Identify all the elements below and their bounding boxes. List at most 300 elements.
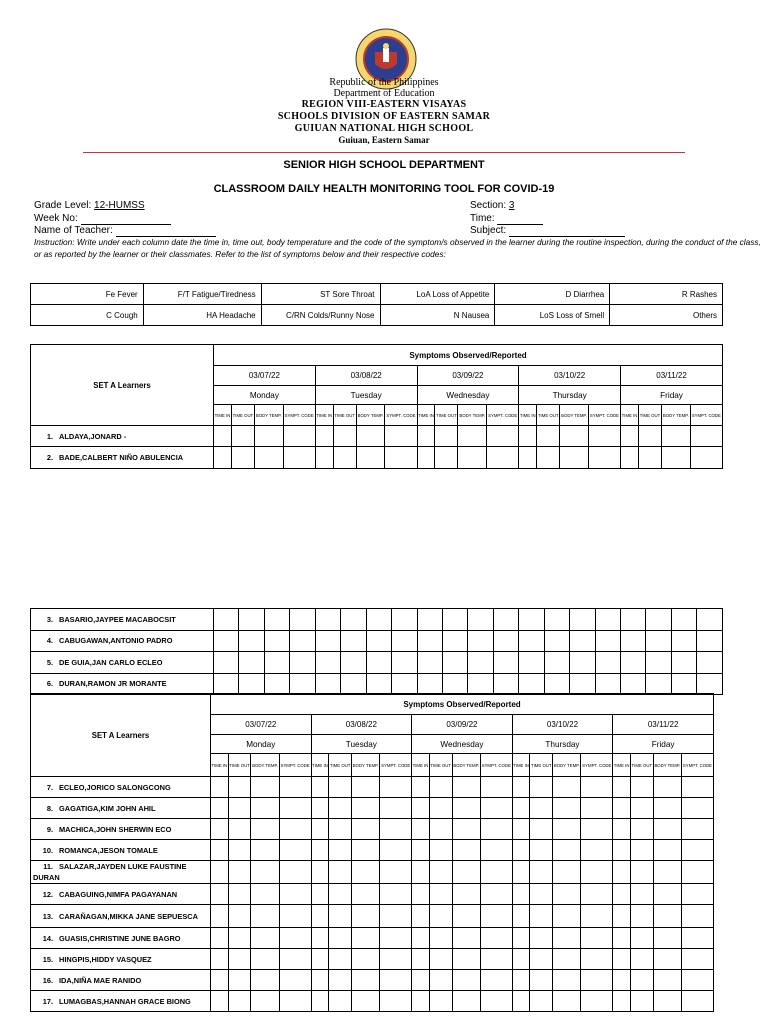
entry-cell[interactable] bbox=[380, 840, 412, 861]
entry-cell[interactable] bbox=[352, 819, 380, 840]
entry-cell[interactable] bbox=[228, 928, 251, 949]
entry-cell[interactable] bbox=[251, 819, 279, 840]
entry-cell[interactable] bbox=[429, 819, 452, 840]
entry-cell[interactable] bbox=[380, 905, 412, 928]
entry-cell[interactable] bbox=[653, 991, 681, 1012]
entry-cell[interactable] bbox=[412, 840, 430, 861]
entry-cell[interactable] bbox=[697, 673, 723, 695]
entry-cell[interactable] bbox=[581, 840, 613, 861]
entry-cell[interactable] bbox=[681, 798, 713, 819]
entry-cell[interactable] bbox=[530, 798, 553, 819]
entry-cell[interactable] bbox=[681, 861, 713, 884]
time-blank[interactable] bbox=[497, 214, 543, 225]
week-no-blank[interactable] bbox=[81, 214, 171, 225]
entry-cell[interactable] bbox=[653, 905, 681, 928]
entry-cell[interactable] bbox=[613, 840, 631, 861]
entry-cell[interactable] bbox=[380, 928, 412, 949]
entry-cell[interactable] bbox=[653, 970, 681, 991]
entry-cell[interactable] bbox=[512, 991, 530, 1012]
entry-cell[interactable] bbox=[512, 819, 530, 840]
entry-cell[interactable] bbox=[429, 840, 452, 861]
entry-cell[interactable] bbox=[493, 673, 518, 695]
entry-cell[interactable] bbox=[570, 630, 595, 652]
entry-cell[interactable] bbox=[653, 819, 681, 840]
entry-cell[interactable] bbox=[621, 609, 646, 631]
entry-cell[interactable] bbox=[519, 447, 537, 469]
entry-cell[interactable] bbox=[595, 630, 620, 652]
entry-cell[interactable] bbox=[429, 970, 452, 991]
entry-cell[interactable] bbox=[560, 447, 589, 469]
entry-cell[interactable] bbox=[341, 673, 366, 695]
entry-cell[interactable] bbox=[570, 609, 595, 631]
entry-cell[interactable] bbox=[452, 884, 480, 905]
entry-cell[interactable] bbox=[487, 426, 519, 447]
entry-cell[interactable] bbox=[329, 970, 352, 991]
entry-cell[interactable] bbox=[429, 928, 452, 949]
entry-cell[interactable] bbox=[385, 447, 417, 469]
entry-cell[interactable] bbox=[630, 777, 653, 798]
entry-cell[interactable] bbox=[646, 609, 671, 631]
entry-cell[interactable] bbox=[315, 630, 340, 652]
entry-cell[interactable] bbox=[630, 905, 653, 928]
entry-cell[interactable] bbox=[480, 777, 512, 798]
entry-cell[interactable] bbox=[380, 819, 412, 840]
entry-cell[interactable] bbox=[595, 609, 620, 631]
entry-cell[interactable] bbox=[352, 991, 380, 1012]
entry-cell[interactable] bbox=[553, 884, 581, 905]
entry-cell[interactable] bbox=[530, 970, 553, 991]
entry-cell[interactable] bbox=[341, 609, 366, 631]
entry-cell[interactable] bbox=[380, 884, 412, 905]
entry-cell[interactable] bbox=[385, 426, 417, 447]
entry-cell[interactable] bbox=[352, 798, 380, 819]
entry-cell[interactable] bbox=[417, 673, 442, 695]
entry-cell[interactable] bbox=[493, 652, 518, 674]
entry-cell[interactable] bbox=[211, 840, 229, 861]
entry-cell[interactable] bbox=[553, 991, 581, 1012]
entry-cell[interactable] bbox=[512, 884, 530, 905]
entry-cell[interactable] bbox=[671, 673, 696, 695]
entry-cell[interactable] bbox=[530, 884, 553, 905]
entry-cell[interactable] bbox=[352, 949, 380, 970]
entry-cell[interactable] bbox=[553, 905, 581, 928]
entry-cell[interactable] bbox=[239, 609, 264, 631]
entry-cell[interactable] bbox=[560, 426, 589, 447]
entry-cell[interactable] bbox=[341, 630, 366, 652]
entry-cell[interactable] bbox=[251, 798, 279, 819]
entry-cell[interactable] bbox=[429, 884, 452, 905]
entry-cell[interactable] bbox=[366, 652, 391, 674]
entry-cell[interactable] bbox=[329, 840, 352, 861]
entry-cell[interactable] bbox=[279, 798, 311, 819]
entry-cell[interactable] bbox=[231, 426, 254, 447]
entry-cell[interactable] bbox=[211, 861, 229, 884]
entry-cell[interactable] bbox=[452, 798, 480, 819]
entry-cell[interactable] bbox=[329, 949, 352, 970]
entry-cell[interactable] bbox=[512, 905, 530, 928]
entry-cell[interactable] bbox=[530, 949, 553, 970]
entry-cell[interactable] bbox=[458, 426, 487, 447]
entry-cell[interactable] bbox=[553, 777, 581, 798]
entry-cell[interactable] bbox=[329, 861, 352, 884]
entry-cell[interactable] bbox=[581, 861, 613, 884]
entry-cell[interactable] bbox=[512, 928, 530, 949]
entry-cell[interactable] bbox=[480, 970, 512, 991]
entry-cell[interactable] bbox=[412, 970, 430, 991]
entry-cell[interactable] bbox=[519, 609, 544, 631]
entry-cell[interactable] bbox=[228, 884, 251, 905]
entry-cell[interactable] bbox=[429, 777, 452, 798]
entry-cell[interactable] bbox=[283, 447, 315, 469]
entry-cell[interactable] bbox=[279, 884, 311, 905]
entry-cell[interactable] bbox=[214, 447, 232, 469]
entry-cell[interactable] bbox=[352, 777, 380, 798]
entry-cell[interactable] bbox=[530, 819, 553, 840]
entry-cell[interactable] bbox=[279, 819, 311, 840]
entry-cell[interactable] bbox=[452, 949, 480, 970]
entry-cell[interactable] bbox=[366, 609, 391, 631]
entry-cell[interactable] bbox=[231, 447, 254, 469]
entry-cell[interactable] bbox=[412, 777, 430, 798]
entry-cell[interactable] bbox=[452, 928, 480, 949]
entry-cell[interactable] bbox=[581, 884, 613, 905]
entry-cell[interactable] bbox=[352, 840, 380, 861]
entry-cell[interactable] bbox=[380, 949, 412, 970]
entry-cell[interactable] bbox=[480, 819, 512, 840]
entry-cell[interactable] bbox=[211, 884, 229, 905]
entry-cell[interactable] bbox=[681, 884, 713, 905]
entry-cell[interactable] bbox=[646, 673, 671, 695]
entry-cell[interactable] bbox=[458, 447, 487, 469]
entry-cell[interactable] bbox=[493, 630, 518, 652]
entry-cell[interactable] bbox=[681, 928, 713, 949]
entry-cell[interactable] bbox=[429, 798, 452, 819]
entry-cell[interactable] bbox=[588, 426, 620, 447]
entry-cell[interactable] bbox=[254, 426, 283, 447]
entry-cell[interactable] bbox=[228, 861, 251, 884]
entry-cell[interactable] bbox=[613, 905, 631, 928]
entry-cell[interactable] bbox=[429, 949, 452, 970]
entry-cell[interactable] bbox=[613, 991, 631, 1012]
entry-cell[interactable] bbox=[239, 652, 264, 674]
entry-cell[interactable] bbox=[442, 673, 467, 695]
entry-cell[interactable] bbox=[311, 777, 329, 798]
entry-cell[interactable] bbox=[553, 819, 581, 840]
entry-cell[interactable] bbox=[228, 777, 251, 798]
entry-cell[interactable] bbox=[311, 991, 329, 1012]
entry-cell[interactable] bbox=[417, 652, 442, 674]
entry-cell[interactable] bbox=[315, 652, 340, 674]
entry-cell[interactable] bbox=[613, 928, 631, 949]
entry-cell[interactable] bbox=[595, 652, 620, 674]
entry-cell[interactable] bbox=[251, 861, 279, 884]
entry-cell[interactable] bbox=[279, 861, 311, 884]
entry-cell[interactable] bbox=[251, 905, 279, 928]
entry-cell[interactable] bbox=[553, 861, 581, 884]
entry-cell[interactable] bbox=[214, 630, 239, 652]
entry-cell[interactable] bbox=[653, 798, 681, 819]
entry-cell[interactable] bbox=[570, 652, 595, 674]
entry-cell[interactable] bbox=[412, 798, 430, 819]
entry-cell[interactable] bbox=[487, 447, 519, 469]
entry-cell[interactable] bbox=[570, 673, 595, 695]
entry-cell[interactable] bbox=[412, 819, 430, 840]
entry-cell[interactable] bbox=[530, 840, 553, 861]
entry-cell[interactable] bbox=[279, 970, 311, 991]
section-field[interactable] bbox=[470, 200, 514, 212]
entry-cell[interactable] bbox=[356, 426, 385, 447]
entry-cell[interactable] bbox=[251, 970, 279, 991]
entry-cell[interactable] bbox=[630, 949, 653, 970]
entry-cell[interactable] bbox=[681, 777, 713, 798]
entry-cell[interactable] bbox=[646, 652, 671, 674]
entry-cell[interactable] bbox=[315, 609, 340, 631]
entry-cell[interactable] bbox=[311, 819, 329, 840]
entry-cell[interactable] bbox=[630, 970, 653, 991]
entry-cell[interactable] bbox=[412, 861, 430, 884]
entry-cell[interactable] bbox=[630, 884, 653, 905]
entry-cell[interactable] bbox=[356, 447, 385, 469]
entry-cell[interactable] bbox=[315, 447, 333, 469]
entry-cell[interactable] bbox=[380, 777, 412, 798]
entry-cell[interactable] bbox=[211, 819, 229, 840]
entry-cell[interactable] bbox=[417, 609, 442, 631]
entry-cell[interactable] bbox=[613, 949, 631, 970]
entry-cell[interactable] bbox=[537, 447, 560, 469]
entry-cell[interactable] bbox=[653, 840, 681, 861]
entry-cell[interactable] bbox=[553, 928, 581, 949]
entry-cell[interactable] bbox=[311, 905, 329, 928]
entry-cell[interactable] bbox=[392, 630, 417, 652]
entry-cell[interactable] bbox=[380, 970, 412, 991]
entry-cell[interactable] bbox=[697, 630, 723, 652]
entry-cell[interactable] bbox=[311, 928, 329, 949]
entry-cell[interactable] bbox=[442, 630, 467, 652]
entry-cell[interactable] bbox=[653, 861, 681, 884]
entry-cell[interactable] bbox=[290, 673, 315, 695]
entry-cell[interactable] bbox=[228, 819, 251, 840]
entry-cell[interactable] bbox=[279, 777, 311, 798]
entry-cell[interactable] bbox=[228, 840, 251, 861]
entry-cell[interactable] bbox=[333, 426, 356, 447]
entry-cell[interactable] bbox=[452, 970, 480, 991]
time-field[interactable] bbox=[470, 213, 543, 225]
entry-cell[interactable] bbox=[279, 840, 311, 861]
entry-cell[interactable] bbox=[581, 819, 613, 840]
entry-cell[interactable] bbox=[412, 884, 430, 905]
entry-cell[interactable] bbox=[329, 884, 352, 905]
entry-cell[interactable] bbox=[315, 673, 340, 695]
entry-cell[interactable] bbox=[512, 777, 530, 798]
entry-cell[interactable] bbox=[264, 652, 289, 674]
entry-cell[interactable] bbox=[613, 777, 631, 798]
entry-cell[interactable] bbox=[537, 426, 560, 447]
entry-cell[interactable] bbox=[311, 884, 329, 905]
entry-cell[interactable] bbox=[519, 673, 544, 695]
entry-cell[interactable] bbox=[315, 426, 333, 447]
entry-cell[interactable] bbox=[519, 652, 544, 674]
entry-cell[interactable] bbox=[630, 991, 653, 1012]
entry-cell[interactable] bbox=[530, 991, 553, 1012]
entry-cell[interactable] bbox=[214, 652, 239, 674]
entry-cell[interactable] bbox=[661, 447, 690, 469]
week-no-field[interactable] bbox=[34, 213, 171, 225]
entry-cell[interactable] bbox=[480, 861, 512, 884]
entry-cell[interactable] bbox=[352, 861, 380, 884]
entry-cell[interactable] bbox=[630, 798, 653, 819]
entry-cell[interactable] bbox=[480, 905, 512, 928]
entry-cell[interactable] bbox=[290, 630, 315, 652]
entry-cell[interactable] bbox=[311, 970, 329, 991]
entry-cell[interactable] bbox=[442, 609, 467, 631]
entry-cell[interactable] bbox=[380, 861, 412, 884]
entry-cell[interactable] bbox=[251, 840, 279, 861]
entry-cell[interactable] bbox=[211, 905, 229, 928]
entry-cell[interactable] bbox=[581, 970, 613, 991]
entry-cell[interactable] bbox=[512, 798, 530, 819]
entry-cell[interactable] bbox=[290, 652, 315, 674]
entry-cell[interactable] bbox=[417, 447, 435, 469]
entry-cell[interactable] bbox=[392, 609, 417, 631]
entry-cell[interactable] bbox=[412, 949, 430, 970]
entry-cell[interactable] bbox=[613, 970, 631, 991]
entry-cell[interactable] bbox=[211, 928, 229, 949]
entry-cell[interactable] bbox=[366, 630, 391, 652]
entry-cell[interactable] bbox=[279, 928, 311, 949]
entry-cell[interactable] bbox=[544, 630, 569, 652]
entry-cell[interactable] bbox=[468, 673, 493, 695]
entry-cell[interactable] bbox=[480, 840, 512, 861]
entry-cell[interactable] bbox=[681, 949, 713, 970]
entry-cell[interactable] bbox=[214, 609, 239, 631]
entry-cell[interactable] bbox=[638, 447, 661, 469]
entry-cell[interactable] bbox=[452, 991, 480, 1012]
entry-cell[interactable] bbox=[452, 777, 480, 798]
entry-cell[interactable] bbox=[512, 970, 530, 991]
entry-cell[interactable] bbox=[661, 426, 690, 447]
entry-cell[interactable] bbox=[366, 673, 391, 695]
entry-cell[interactable] bbox=[671, 609, 696, 631]
entry-cell[interactable] bbox=[646, 630, 671, 652]
entry-cell[interactable] bbox=[392, 652, 417, 674]
entry-cell[interactable] bbox=[211, 798, 229, 819]
entry-cell[interactable] bbox=[251, 991, 279, 1012]
entry-cell[interactable] bbox=[480, 928, 512, 949]
entry-cell[interactable] bbox=[690, 426, 722, 447]
entry-cell[interactable] bbox=[544, 609, 569, 631]
entry-cell[interactable] bbox=[690, 447, 722, 469]
entry-cell[interactable] bbox=[352, 905, 380, 928]
entry-cell[interactable] bbox=[329, 819, 352, 840]
entry-cell[interactable] bbox=[630, 861, 653, 884]
entry-cell[interactable] bbox=[671, 630, 696, 652]
entry-cell[interactable] bbox=[468, 609, 493, 631]
entry-cell[interactable] bbox=[211, 991, 229, 1012]
entry-cell[interactable] bbox=[264, 673, 289, 695]
entry-cell[interactable] bbox=[553, 970, 581, 991]
entry-cell[interactable] bbox=[279, 991, 311, 1012]
entry-cell[interactable] bbox=[630, 928, 653, 949]
entry-cell[interactable] bbox=[239, 673, 264, 695]
entry-cell[interactable] bbox=[621, 673, 646, 695]
entry-cell[interactable] bbox=[530, 905, 553, 928]
entry-cell[interactable] bbox=[581, 777, 613, 798]
entry-cell[interactable] bbox=[352, 928, 380, 949]
grade-level-field[interactable] bbox=[34, 200, 145, 212]
entry-cell[interactable] bbox=[581, 905, 613, 928]
entry-cell[interactable] bbox=[519, 426, 537, 447]
entry-cell[interactable] bbox=[429, 991, 452, 1012]
entry-cell[interactable] bbox=[329, 798, 352, 819]
entry-cell[interactable] bbox=[544, 652, 569, 674]
entry-cell[interactable] bbox=[621, 426, 639, 447]
entry-cell[interactable] bbox=[251, 884, 279, 905]
entry-cell[interactable] bbox=[681, 819, 713, 840]
entry-cell[interactable] bbox=[530, 777, 553, 798]
entry-cell[interactable] bbox=[452, 861, 480, 884]
entry-cell[interactable] bbox=[653, 928, 681, 949]
entry-cell[interactable] bbox=[251, 777, 279, 798]
entry-cell[interactable] bbox=[613, 884, 631, 905]
entry-cell[interactable] bbox=[341, 652, 366, 674]
entry-cell[interactable] bbox=[621, 652, 646, 674]
entry-cell[interactable] bbox=[333, 447, 356, 469]
entry-cell[interactable] bbox=[290, 609, 315, 631]
entry-cell[interactable] bbox=[512, 861, 530, 884]
entry-cell[interactable] bbox=[251, 949, 279, 970]
entry-cell[interactable] bbox=[311, 861, 329, 884]
entry-cell[interactable] bbox=[239, 630, 264, 652]
entry-cell[interactable] bbox=[512, 949, 530, 970]
entry-cell[interactable] bbox=[228, 949, 251, 970]
entry-cell[interactable] bbox=[581, 928, 613, 949]
entry-cell[interactable] bbox=[311, 798, 329, 819]
entry-cell[interactable] bbox=[621, 630, 646, 652]
entry-cell[interactable] bbox=[697, 652, 723, 674]
entry-cell[interactable] bbox=[697, 609, 723, 631]
entry-cell[interactable] bbox=[519, 630, 544, 652]
entry-cell[interactable] bbox=[553, 840, 581, 861]
entry-cell[interactable] bbox=[530, 861, 553, 884]
entry-cell[interactable] bbox=[352, 884, 380, 905]
entry-cell[interactable] bbox=[214, 426, 232, 447]
entry-cell[interactable] bbox=[638, 426, 661, 447]
entry-cell[interactable] bbox=[211, 970, 229, 991]
entry-cell[interactable] bbox=[380, 991, 412, 1012]
entry-cell[interactable] bbox=[653, 949, 681, 970]
entry-cell[interactable] bbox=[352, 970, 380, 991]
entry-cell[interactable] bbox=[392, 673, 417, 695]
entry-cell[interactable] bbox=[412, 905, 430, 928]
entry-cell[interactable] bbox=[630, 819, 653, 840]
entry-cell[interactable] bbox=[251, 928, 279, 949]
entry-cell[interactable] bbox=[228, 970, 251, 991]
entry-cell[interactable] bbox=[412, 991, 430, 1012]
entry-cell[interactable] bbox=[279, 905, 311, 928]
entry-cell[interactable] bbox=[480, 991, 512, 1012]
entry-cell[interactable] bbox=[214, 673, 239, 695]
entry-cell[interactable] bbox=[452, 819, 480, 840]
entry-cell[interactable] bbox=[553, 949, 581, 970]
entry-cell[interactable] bbox=[581, 798, 613, 819]
entry-cell[interactable] bbox=[681, 905, 713, 928]
entry-cell[interactable] bbox=[228, 905, 251, 928]
entry-cell[interactable] bbox=[329, 777, 352, 798]
entry-cell[interactable] bbox=[311, 949, 329, 970]
entry-cell[interactable] bbox=[417, 426, 435, 447]
entry-cell[interactable] bbox=[681, 840, 713, 861]
entry-cell[interactable] bbox=[613, 798, 631, 819]
